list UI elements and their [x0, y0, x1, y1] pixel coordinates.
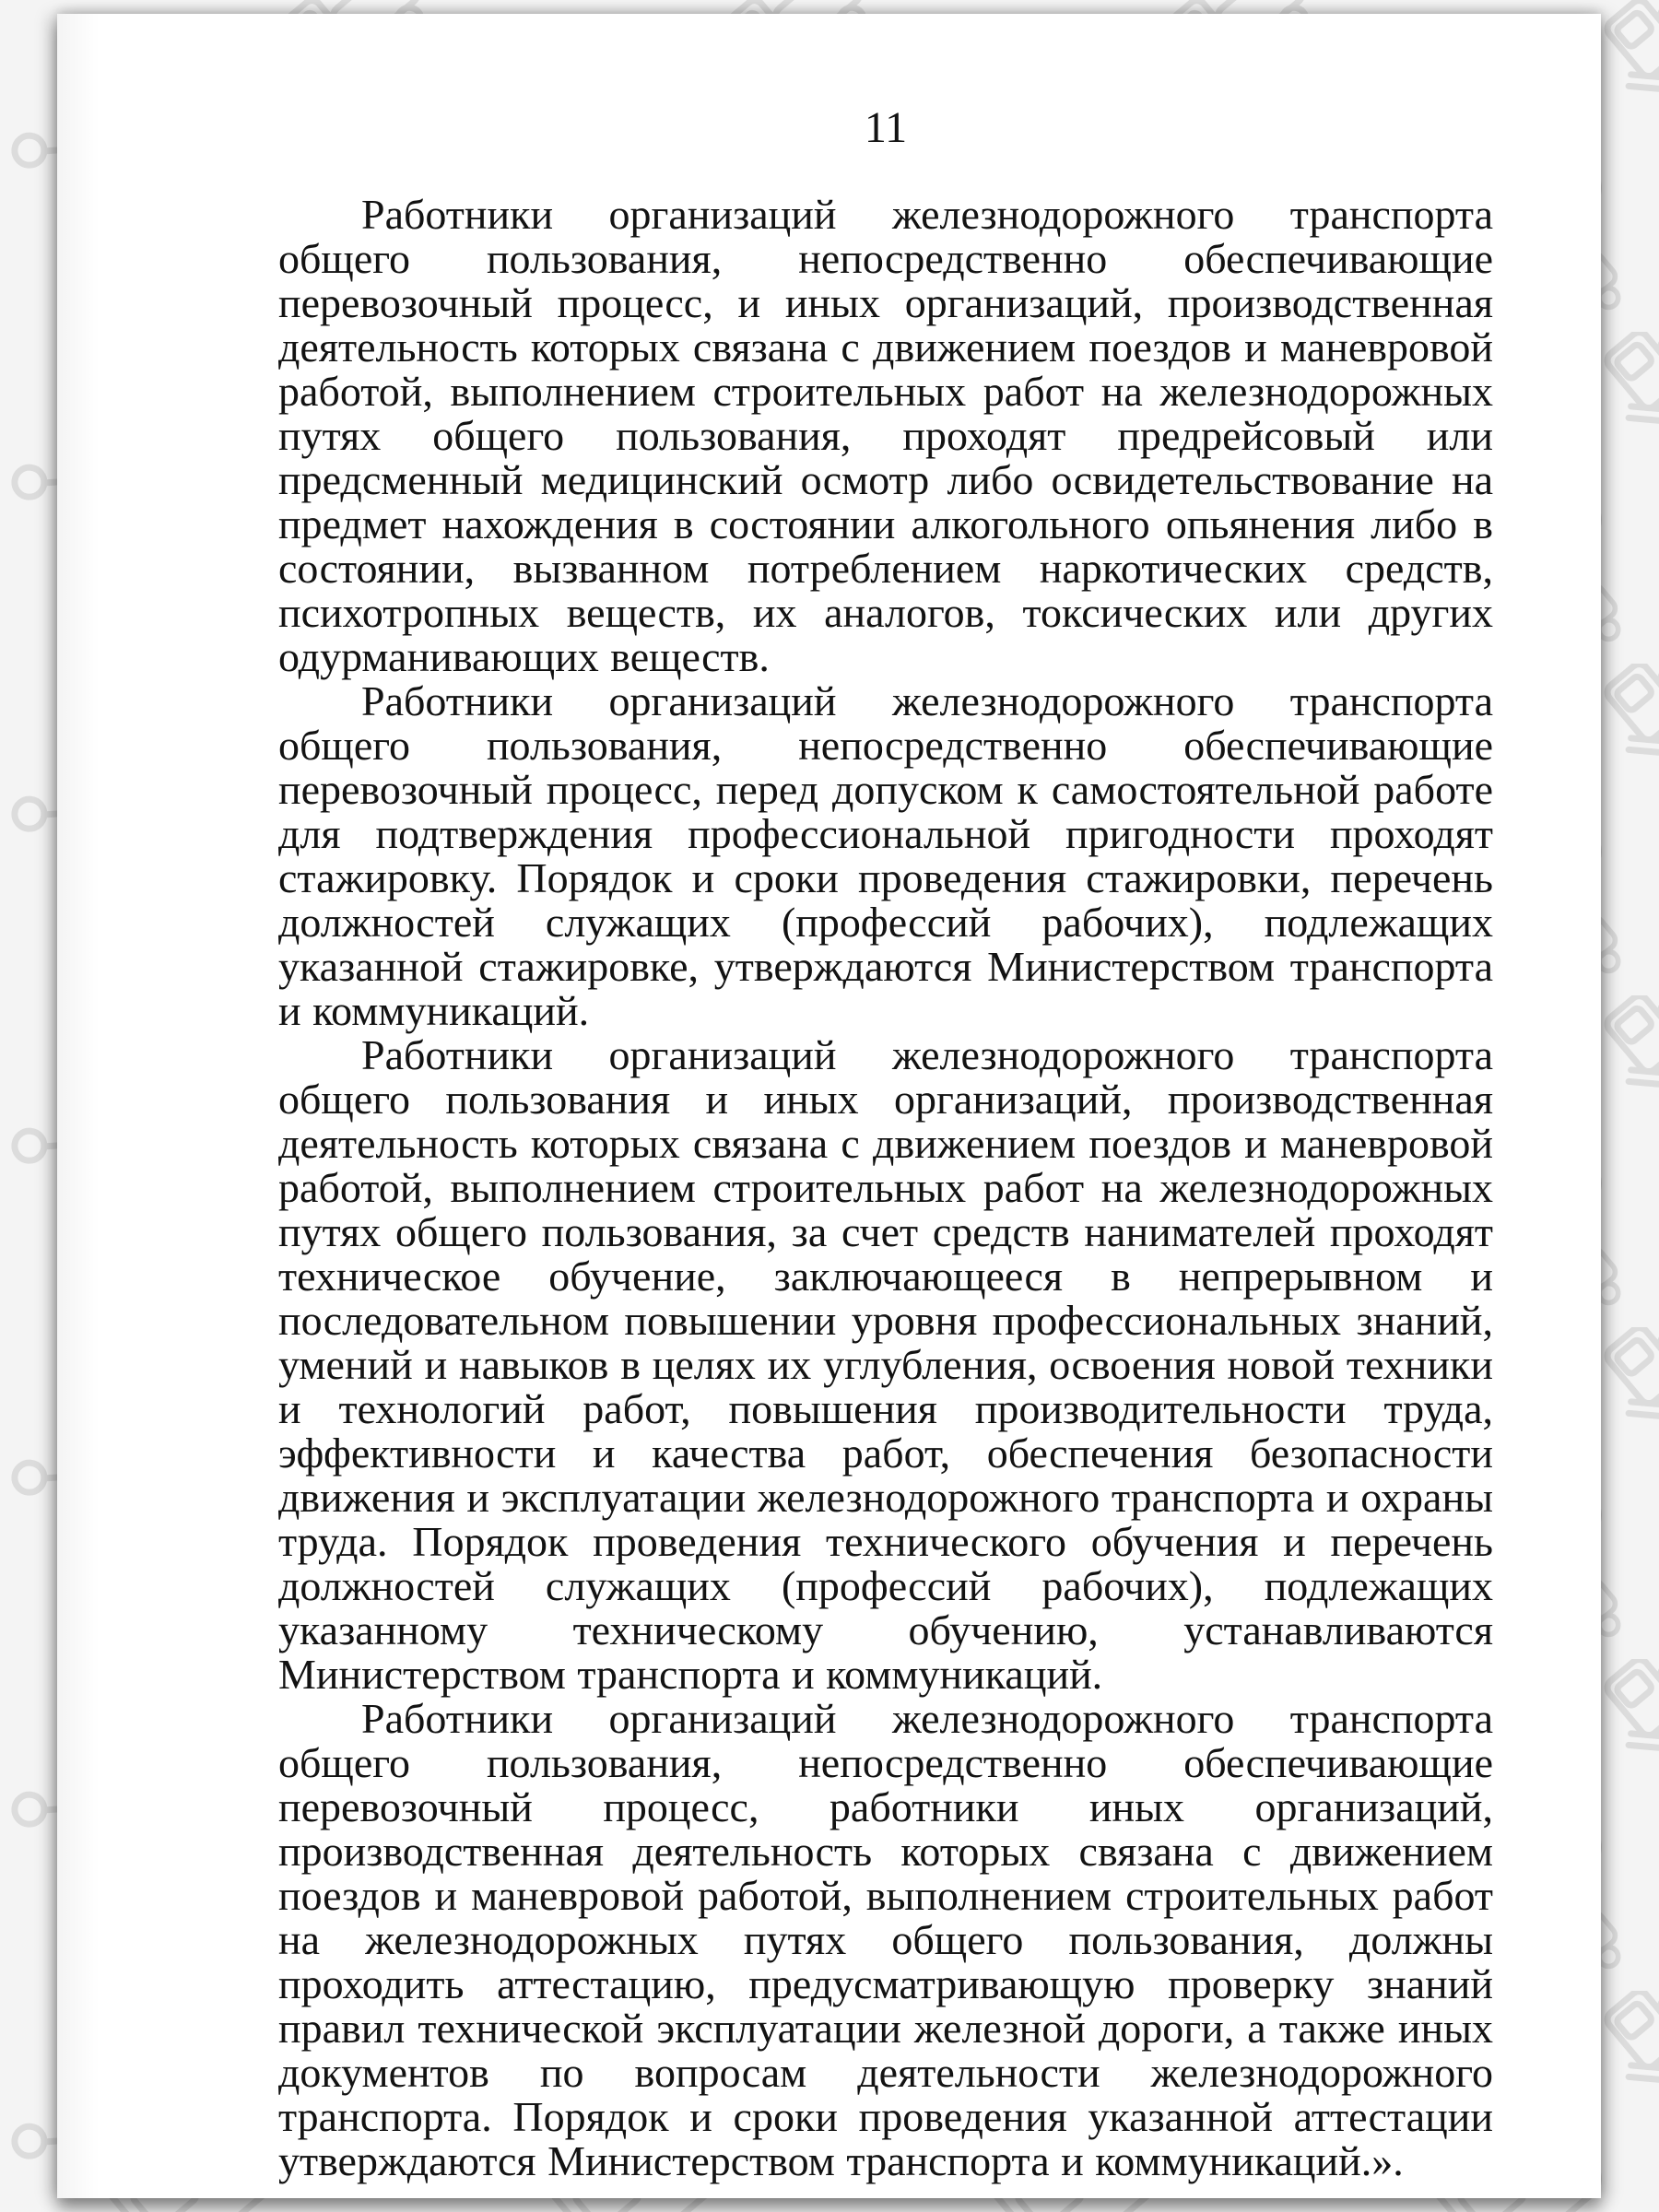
paragraph-attestation: Работники организаций железнодорожного транспорта общего пользования, непосредственно обеспечивающие перевозочный процесс, работники иных организаций, производственная деятельность которых связана с движением поездов и маневровой работой, выполнением строительных работ на железнодорожных путях общего пользования, должны проходить аттестацию, предусматривающую проверку знаний правил технической эксплуатации железной дороги, а также иных документов по вопросам деятельности железнодорожного транспорта. Порядок и сроки проведения указанной аттестации утверждаются Министерством транспорта и коммуникаций.». — [278, 1695, 1493, 2184]
paragraph-technical-training: Работники организаций железнодорожного транспорта общего пользования и иных организаций, производственная деятельность которых связана с движением поездов и маневровой работой, выполнением строительных работ на железнодорожных путях общего пользования, за счет средств нанимателей проходят техническое обучение, заключающееся в непрерывном и последовательном повышении уровня профессиональных знаний, умений и навыков в целях их углубления, освоения новой техники и технологий работ, повышения производительности труда, эффективности и качества работ, обеспечения безопасности движения и эксплуатации железнодорожного транспорта и охраны труда. Порядок проведения технического обучения и перечень должностей служащих (профессий рабочих), подлежащих указанному техническому обучению, устанавливаются Министерством транспорта и коммуникаций. — [278, 1031, 1493, 1698]
document-page — [57, 14, 1601, 2198]
paragraph-medical-checkups: Работники организаций железнодорожного транспорта общего пользования, непосредственно обеспечивающие перевозочный процесс, и иных организаций, производственная деятельность которых связана с движением поездов и маневровой работой, выполнением строительных работ на железнодорожных путях общего пользования, проходят предрейсовый или предсменный медицинский осмотр либо освидетельствование на предмет нахождения в состоянии алкогольного опьянения либо в состоянии, вызванном потреблением наркотических средств, психотропных веществ, их аналогов, токсических или других одурманивающих веществ. — [278, 191, 1493, 680]
paragraph-probation: Работники организаций железнодорожного транспорта общего пользования, непосредственно обеспечивающие перевозочный процесс, перед допуском к самостоятельной работе для подтверждения профессиональной пригодности проходят стажировку. Порядок и сроки проведения стажировки, перечень должностей служащих (профессий рабочих), подлежащих указанной стажировке, утверждаются Министерством транспорта и коммуникаций. — [278, 677, 1493, 1034]
page-number: 11 — [864, 103, 908, 152]
document-body — [57, 193, 1601, 2183]
